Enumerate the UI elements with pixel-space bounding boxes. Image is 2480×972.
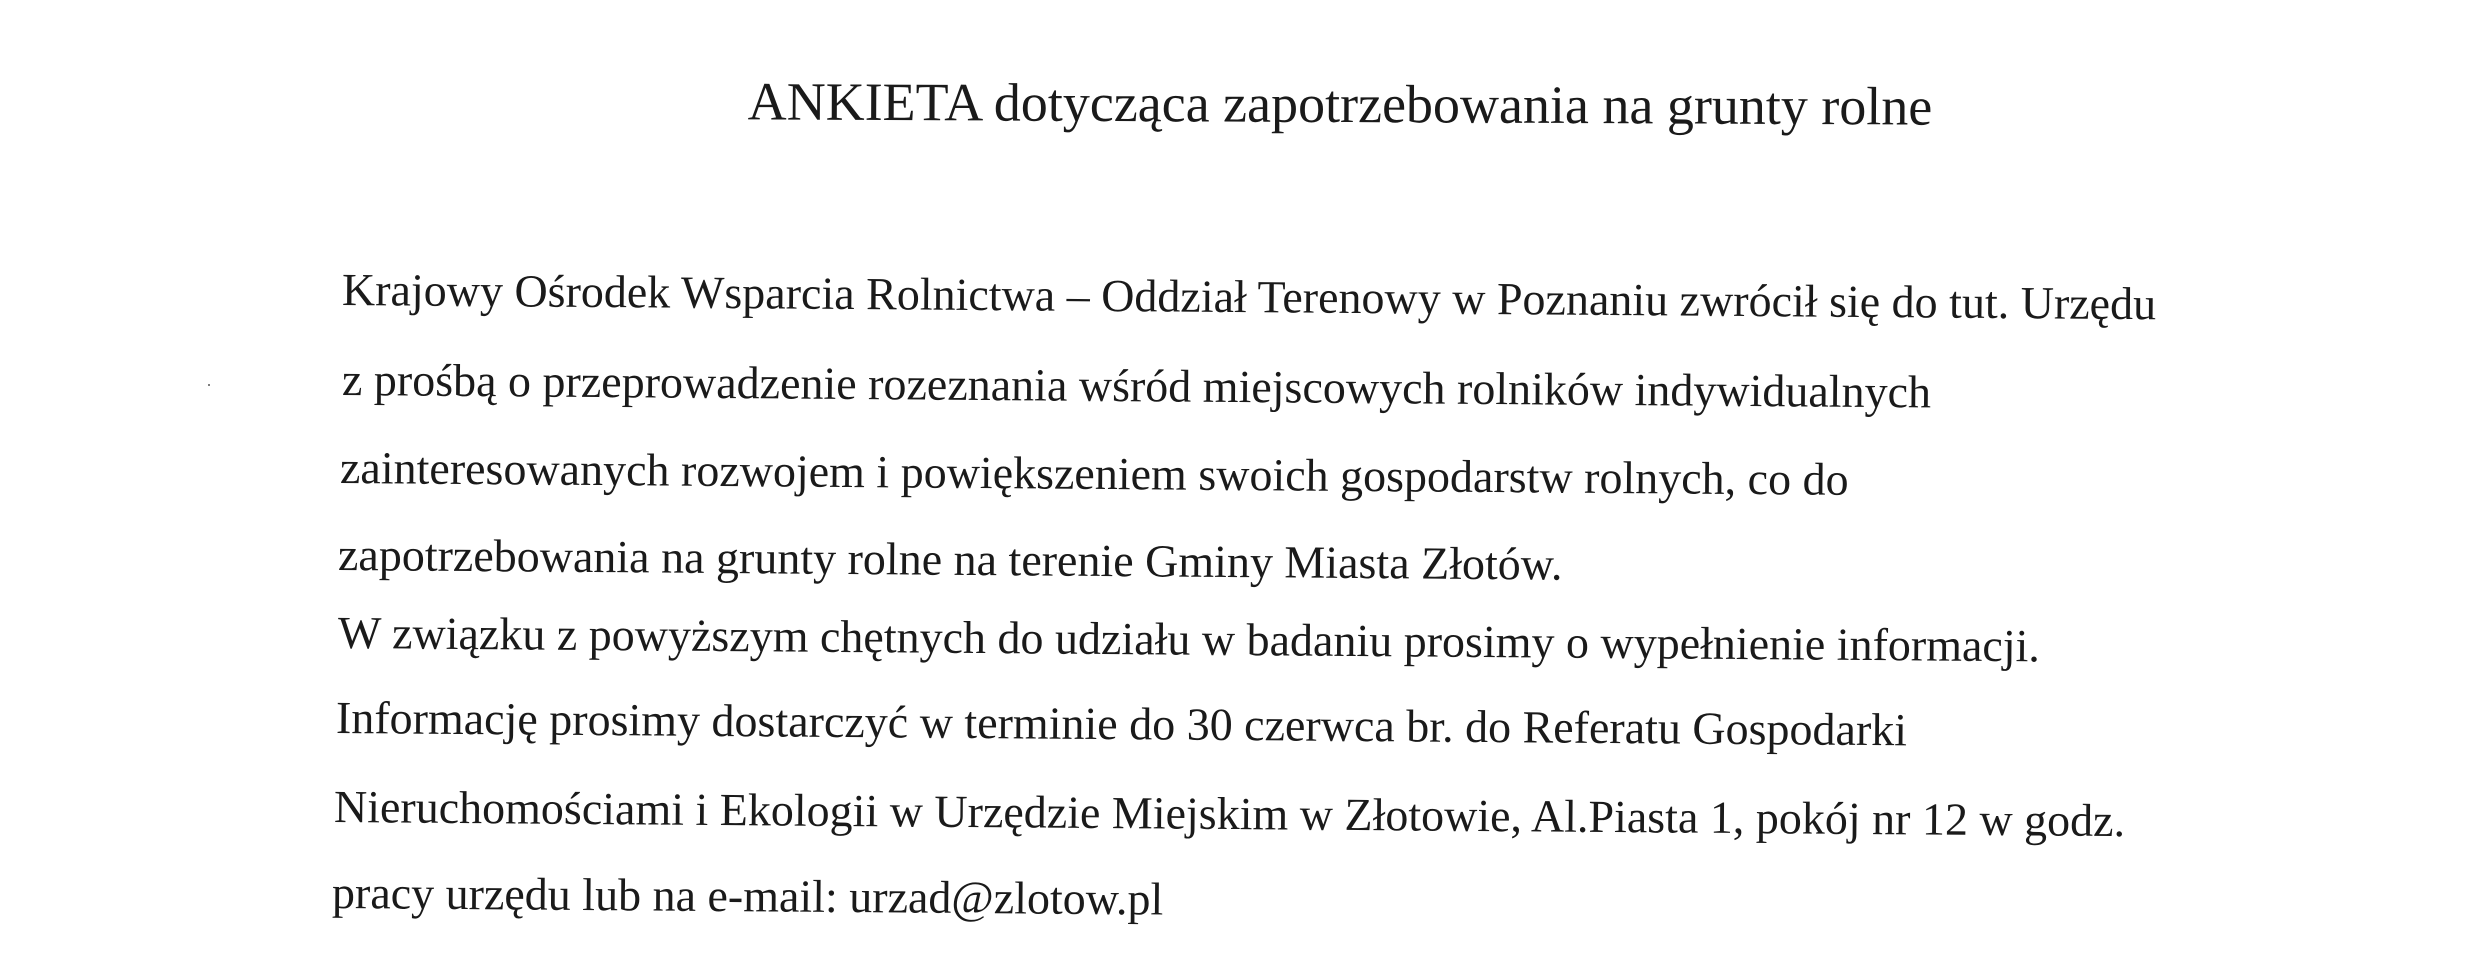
- body-line: z prośbą o przeprowadzenie rozeznania wśród miejscowych rolników indywidualnych: [341, 354, 1932, 418]
- body-line: zapotrzebowania na grunty rolne na terenie Gminy Miasta Złotów.: [337, 529, 1563, 590]
- body-line: Informację prosimy dostarczyć w terminie do 30 czerwca br. do Referatu Gospodarki: [335, 692, 1908, 756]
- body-line: Nieruchomościami i Ekologii w Urzędzie Miejskim w Złotowie, Al.Piasta 1, pokój nr 12 w godz.: [333, 781, 2126, 847]
- body-line: W związku z powyższym chętnych do udziału w badaniu prosimy o wypełnienie informacji.: [337, 607, 2041, 672]
- scan-speck: [208, 384, 210, 386]
- body-line: Krajowy Ośrodek Wsparcia Rolnictwa – Oddział Terenowy w Poznaniu zwrócił się do tut. Urzędu: [341, 264, 2157, 330]
- document-title: ANKIETA dotycząca zapotrzebowania na grunty rolne: [747, 71, 1933, 137]
- body-line: zainteresowanych rozwojem i powiększeniem swoich gospodarstw rolnych, co do: [339, 442, 1849, 505]
- body-line: pracy urzędu lub na e-mail: urzad@zlotow.pl: [331, 867, 1164, 925]
